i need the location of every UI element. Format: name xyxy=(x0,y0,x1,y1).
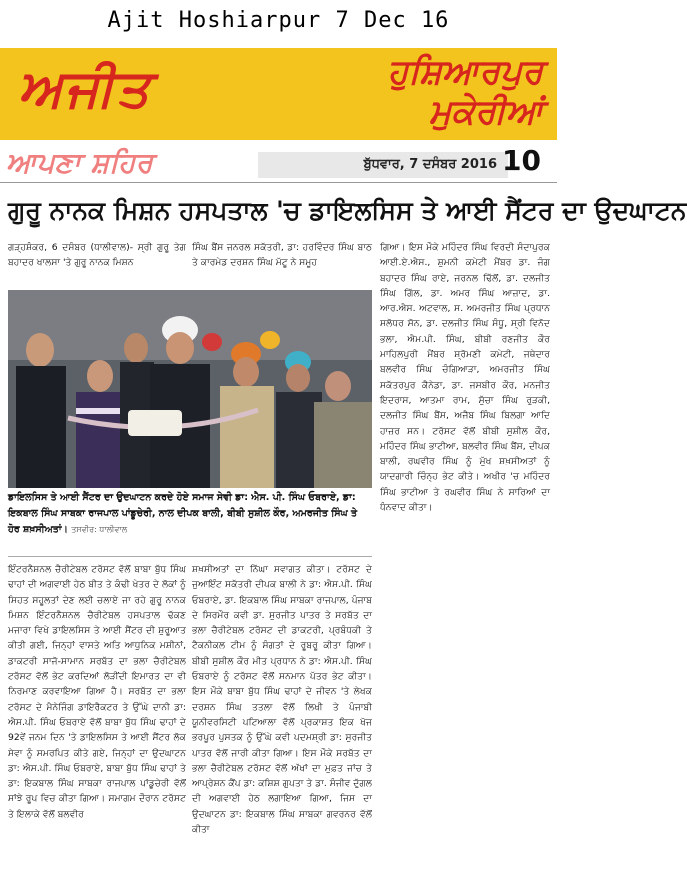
dateline-paragraph: ਗੜ੍ਹਸ਼ੰਕਰ, 6 ਦਸੰਬਰ (ਧਾਲੀਵਾਲ)- ਸ੍ਰੀ ਗੁਰੂ ਤੇਗ ਬਹਾਦਰ ਖਾਲਸਾ 'ਤੇ ਗੁਰੂ ਨਾਨਕ ਮਿਸ਼ਨ xyxy=(8,242,186,269)
edition-name: ਹੁਸ਼ਿਆਰਪੁਰ xyxy=(387,52,543,92)
page-number: 10 xyxy=(502,144,541,177)
photo-caption xyxy=(8,490,372,538)
issue-date: ਬੁੱਧਵਾਰ, 7 ਦਸੰਬਰ 2016 xyxy=(363,157,497,172)
clipping-source-caption: Ajit Hoshiarpur 7 Dec 16 xyxy=(107,8,450,33)
edition-subname: ਮੁਕੇਰੀਆਂ xyxy=(429,92,543,132)
intro-paragraph: ਸਿੰਘ ਬੈਂਸ ਜਨਰਲ ਸਕੱਤਰੀ, ਡਾ: ਹਰਵਿੰਦਰ ਸਿੰਘ ਬਾਠ ਤੇ ਕਾਰਮੇਡ ਦਰਸ਼ਨ ਸਿੰਘ ਮੱਟੂ ਨੇ ਸਮੂਹ xyxy=(192,242,372,269)
body-paragraph-1: ਇੰਟਰਨੈਸ਼ਨਲ ਚੈਰੀਟੇਬਲ ਟਰੱਸਟ ਵੱਲੋਂ ਬਾਬਾ ਬੁੱਧ ਸਿੰਘ ਢਾਹਾਂ ਦੀ ਅਗਵਾਈ ਹੇਠ ਬੀਤ ਤੇ ਕੰਢੀ ਖੇਤਰ ਦੇ ਲੋਕਾਂ ਨੂੰ ਸਿਹਤ ਸਹੂਲਤਾਂ ਦੇਣ ਲਈ ਚਲਾਏ ਜਾ ਰਹੇ ਗੁਰੂ ਨਾਨਕ ਮਿਸ਼ਨ ਇੰਟਰਨੈਸ਼ਨਲ ਚੈਰੀਟੇਬਲ ਹਸਪਤਾਲ ਢੱਕਣ ਮਜਾਰਾ ਵਿਖੇ ਡਾਇਲਸਿਸ ਤੇ ਆਈ ਸੈਂਟਰ ਦੀ ਸ਼ੁਰੂਆਤ ਕੀਤੀ ਗਈ, ਜਿਨ੍ਹਾਂ ਵਾਸਤੇ ਅਤਿ ਆਧੁਨਿਕ ਮਸ਼ੀਨਾਂ, ਡਾਕਟਰੀ ਸਾਜੋ-ਸਾਮਾਨ ਸਰਬੱਤ ਦਾ ਭਲਾ ਚੈਰੀਟੇਬਲ ਟਰੱਸਟ ਵੱਲੋਂ ਭੇਟ ਕਰਦਿਆਂ ਲੋੜੀਂਦੀ ਇਮਾਰਤ ਦਾ ਵੀ ਨਿਰਮਾਣ ਕਰਵਾਇਆ ਗਿਆ ਹੈ। ਸਰਬੱਤ ਦਾ ਭਲਾ ਟਰੱਸਟ ਦੇ ਮੈਨੇਜਿੰਗ ਡਾਇਰੈਕਟਰ ਤੇ ਉੱਘੇ ਦਾਨੀ ਡਾ: ਐਸ.ਪੀ. ਸਿੰਘ ਓਬਰਾਏ ਵੱਲੋਂ ਬਾਬਾ ਬੁੱਧ ਸਿੰਘ ਢਾਹਾਂ ਦੇ 92ਵੇਂ ਜਨਮ ਦਿਨ 'ਤੇ ਡਾਇਲਸਿਸ ਤੇ ਆਈ ਸੈਂਟਰ ਲੋਕ ਸੇਵਾ ਨੂੰ ਸਮਰਪਿਤ ਕੀਤੇ ਗਏ, ਜਿਨ੍ਹਾਂ ਦਾ ਉਦਘਾਟਨ ਡਾ: ਐਸ.ਪੀ. ਸਿੰਘ ਓਬਰਾਏ, ਬਾਬਾ ਬੁੱਧ ਸਿੰਘ ਢਾਹਾਂ ਤੇ ਡਾ: ਇਕਬਾਲ ਸਿੰਘ ਸਾਬਕਾ ਰਾਜਪਾਲ ਪਾਂਡੂਚੇਰੀ ਵੱਲੋਂ ਸਾਂਝੇ ਰੂਪ ਵਿਚ ਕੀਤਾ ਗਿਆ। ਸਮਾਗਮ ਦੌਰਾਨ ਟਰੱਸਟ ਤੇ ਇਲਾਕੇ ਵੱਲੋਂ ਬਲਵੀਰ xyxy=(8,564,186,820)
column-2-intro xyxy=(192,240,372,286)
attendees-paragraph: ਗਿਆ। ਇਸ ਮੌਕੇ ਮਹਿੰਦਰ ਸਿੰਘ ਵਿਰਦੀ ਸੰਦਾਪੁਰਕ ਆਈ.ਏ.ਐਸ., ਸ਼ੁਮਨੀ ਕਮੇਟੀ ਮੈਂਬਰ ਡਾ. ਜੰਗ ਬਹਾਦਰ ਸਿੰਘ ਰਾਏ, ਜਰਨਲ ਢਿੱਲੋਂ, ਡਾ. ਦਲਜੀਤ ਸਿੰਘ ਗਿੱਲ, ਡਾ. ਅਮਰ ਸਿੰਘ ਆਜ਼ਾਦ, ਡਾ. ਆਰ.ਐਸ. ਅਟਵਾਲ, ਸ. ਅਮਰਜੀਤ ਸਿੰਘ ਪ੍ਰਧਾਨ ਸਲੋਧਰ ਸੋਨ, ਡਾ. ਦਲਜੀਤ ਸਿੰਘ ਸੰਧੂ, ਸ੍ਰੀ ਵਿਨੋਦ ਭਲਾ, ਐਮ.ਪੀ. ਸਿੰਘ, ਬੀਬੀ ਰਣਜੀਤ ਕੌਰ ਮਾਹਿਲਪੁਰੀ ਮੈਂਬਰ ਸ਼੍ਰੋਮਣੀ ਕਮੇਟੀ, ਜਥੇਦਾਰ ਬਲਵੀਰ ਸਿੰਘ ਚੰਗਿਆੜਾ, ਅਮਰਜੀਤ ਸਿੰਘ ਸਕੱਤਰਪੁਰ ਕੈਨੇਡਾ, ਡਾ. ਜਸਬੀਰ ਕੌਰ, ਮਨਜੀਤ ਇਦਰਾਸ, ਆਤਮਾ ਰਾਮ, ਸੁੱਚਾ ਸਿੰਘ ਰੁੜਕੀ, ਦਲਜੀਤ ਸਿੰਘ ਬੈਂਸ, ਅਜੈਬ ਸਿੰਘ ਬਿਲਗਾ ਆਦਿ ਹਾਜ਼ਰ ਸਨ। ਟਰੱਸਟ ਵੱਲੋਂ ਬੀਬੀ ਸੁਸ਼ੀਲ ਕੌਰ, ਮਹਿੰਦਰ ਸਿੰਘ ਭਾਟੀਆ, ਬਲਵੀਰ ਸਿੰਘ ਬੈਂਸ, ਦੀਪਕ ਬਾਲੀ, ਰਘਵੀਰ ਸਿੰਘ ਨੂੰ ਮੁੱਖ ਸ਼ਖ਼ਸੀਅਤਾਂ ਨੂੰ ਯਾਦਗਾਰੀ ਚਿੰਨ੍ਹ ਭੇਟ ਕੀਤੇ। ਅਖੀਰ 'ਚ ਮਹਿੰਦਰ ਸਿੰਘ ਭਾਟੀਆ ਤੇ ਰਘਵੀਰ ਸਿੰਘ ਨੇ ਸਾਰਿਆਂ ਦਾ ਧੰਨਵਾਦ ਕੀਤਾ। xyxy=(380,242,550,514)
column-1-intro xyxy=(8,240,186,286)
inauguration-photo-graphic xyxy=(8,290,372,488)
photo-credit: ਤਸਵੀਰ: ਧਾਲੀਵਾਲ xyxy=(71,525,128,534)
caption-divider xyxy=(8,556,372,557)
photo-caption-text: ਡਾਇਲਸਿਸ ਤੇ ਆਈ ਸੈਂਟਰ ਦਾ ਉਦਘਾਟਨ ਕਰਦੇ ਹੋਏ ਸਮਾਜ ਸੇਵੀ ਡਾ: ਐਸ. ਪੀ. ਸਿੰਘ ਓਬਰਾਏ, ਡਾ: ਇਕਬਾਲ ਸਿੰਘ ਸਾਬਕਾ ਰਾਜਪਾਲ ਪਾਂਡੂਚੇਰੀ, ਨਾਲ ਦੀਪਕ ਬਾਲੀ, ਬੀਬੀ ਸੁਸ਼ੀਲ ਕੌਰ, ਅਮਰਜੀਤ ਸਿੰਘ ਤੇ ਹੋਰ ਸ਼ਖ਼ਸੀਅਤਾਂ। xyxy=(8,492,358,535)
column-b xyxy=(192,562,372,862)
section-name: ਆਪਣਾ ਸ਼ਹਿਰ xyxy=(6,146,153,179)
event-photo xyxy=(8,290,372,488)
column-a xyxy=(8,562,186,862)
column-3 xyxy=(380,240,550,600)
body-paragraph-2: ਸ਼ਖ਼ਸੀਅਤਾਂ ਦਾ ਨਿੱਘਾ ਸਵਾਗਤ ਕੀਤਾ। ਟਰੱਸਟ ਦੇ ਜੁਆਇੰਟ ਸਕੱਤਰੀ ਦੀਪਕ ਬਾਲੀ ਨੇ ਡਾ: ਐਸ.ਪੀ. ਸਿੰਘ ਓਬਰਾਏ, ਡਾ. ਇਕਬਾਲ ਸਿੰਘ ਸਾਬਕਾ ਰਾਜਪਾਲ, ਪੰਜਾਬ ਦੇ ਸਿਰਮੌਰ ਕਵੀ ਡਾ. ਸੁਰਜੀਤ ਪਾਤਰ ਤੇ ਸਰਬੱਤ ਦਾ ਭਲਾ ਚੈਰੀਟੇਬਲ ਟਰੱਸਟ ਦੀ ਡਾਕਟਰੀ, ਪ੍ਰਬੰਧਕੀ ਤੇ ਟੈਕਨੀਕਲ ਟੀਮ ਨੂੰ ਸੰਗਤਾਂ ਦੇ ਰੂਬਰੂ ਕੀਤਾ ਗਿਆ। ਬੀਬੀ ਸੁਸ਼ੀਲ ਕੌਰ ਮੀਤ ਪ੍ਰਧਾਨ ਨੇ ਡਾ: ਐਸ.ਪੀ. ਸਿੰਘ ਓਬਰਾਏ ਨੂੰ ਟਰੱਸਟ ਵੱਲੋਂ ਸਨਮਾਨ ਪੱਤਰ ਭੇਟ ਕੀਤਾ। ਇਸ ਮੌਕੇ ਬਾਬਾ ਬੁੱਧ ਸਿੰਘ ਢਾਹਾਂ ਦੇ ਜੀਵਨ 'ਤੇ ਲੇਖਕ ਦਰਸ਼ਨ ਸਿੰਘ ਤਤਲਾ ਵੱਲੋਂ ਲਿਖੀ ਤੇ ਪੰਜਾਬੀ ਯੂਨੀਵਰਸਿਟੀ ਪਟਿਆਲਾ ਵੱਲੋਂ ਪ੍ਰਕਾਸ਼ਤ ਇਕ ਖੋਜ ਭਰਪੂਰ ਪੁਸਤਕ ਨੂੰ ਉੱਘੇ ਕਵੀ ਪਦਮਸ਼੍ਰੀ ਡਾ: ਸੁਰਜੀਤ ਪਾਤਰ ਵੱਲੋਂ ਜਾਰੀ ਕੀਤਾ ਗਿਆ। ਇਸ ਮੌਕੇ ਸਰਬੱਤ ਦਾ ਭਲਾ ਚੈਰੀਟੇਬਲ ਟਰੱਸਟ ਵੱਲੋਂ ਅੱਖਾਂ ਦਾ ਮੁਫ਼ਤ ਜਾਂਚ ਤੇ ਆਪ੍ਰੇਸ਼ਨ ਕੈਂਪ ਡਾ: ਕਸ਼ਿਸ਼ ਗੁਪਤਾ ਤੇ ਡਾ. ਸੰਜੀਵ ਦੁੱਗਲ ਦੀ ਅਗਵਾਈ ਹੇਠ ਲਗਾਇਆ ਗਿਆ, ਜਿਸ ਦਾ ਉਦਘਾਟਨ ਡਾ: ਇਕਬਾਲ ਸਿੰਘ ਸਾਬਕਾ ਗਵਰਨਰ ਵੱਲੋਂ ਕੀਤਾ xyxy=(192,564,372,836)
paper-name-logo: ਅਜੀਤ xyxy=(18,58,152,119)
article-headline: ਗੁਰੂ ਨਾਨਕ ਮਿਸ਼ਨ ਹਸਪਤਾਲ 'ਚ ਡਾਇਲਸਿਸ ਤੇ ਆਈ ਸੈਂਟਰ ਦਾ ਉਦਘਾਟਨ xyxy=(8,196,687,225)
